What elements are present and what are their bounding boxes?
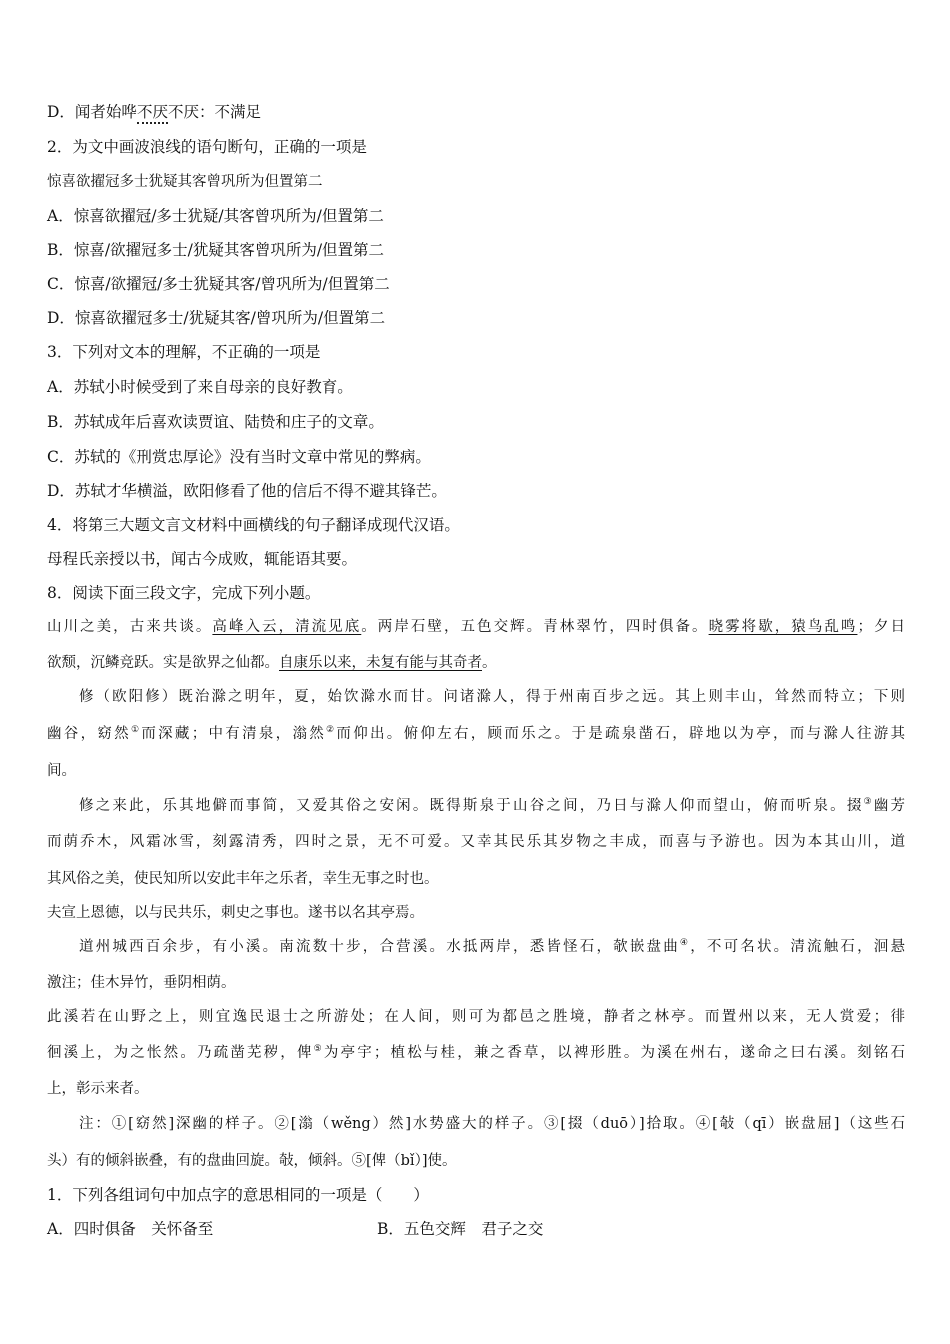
passage4-line4 xyxy=(47,1043,905,1063)
passage2-line2 xyxy=(47,724,905,744)
q3-option-d: D．苏轼才华横溢，欧阳修看了他的信后不得不避其锋芒。 xyxy=(47,482,447,500)
passage1-line1 xyxy=(47,617,905,637)
text-run: 幽谷，窈然 xyxy=(47,726,131,742)
footnote-marker: ① xyxy=(130,725,142,736)
q4-stem: 4．将第三大题文言文材料中画横线的句子翻译成现代汉语。 xyxy=(47,516,460,534)
passage4-line3: 此溪若在山野之上，则宜逸民退士之所游处；在人间，则可为都邑之胜境，静者之林亭。而置州以来，无人赏爱；徘 xyxy=(47,1009,905,1025)
underlined-sentence: 高峰入云，清流见底 xyxy=(212,619,362,635)
q1-option-d-dotted: 不厌 xyxy=(137,103,168,124)
sub1-option-b: B．五色交辉 君子之交 xyxy=(377,1220,544,1238)
text-run: 而仰出。俯仰左右，顾而乐之。于是疏泉凿石，辟地以为亭，而与滁人往游其 xyxy=(336,726,906,742)
q4-sentence: 母程氏亲授以书，闻古今成败，辄能语其要。 xyxy=(47,550,358,568)
passage3-line3: 其风俗之美，使民知所以安此丰年之乐者，幸生无事之时也。 xyxy=(47,871,439,887)
q3-stem: 3．下列对文本的理解，不正确的一项是 xyxy=(47,343,321,361)
q2-option-a: A．惊喜欲擢冠/多士犹疑/其客曾巩所为/但置第二 xyxy=(47,207,384,225)
text-run: 修之来此，乐其地僻而事简，又爱其俗之安闲。既得斯泉于山谷之间，乃日与滁人仰而望山，俯而听泉。掇 xyxy=(79,798,864,814)
q1-option-d xyxy=(47,102,905,122)
q1-option-d-gloss: 不厌：不满足 xyxy=(167,103,261,121)
notes-line2: 头）有的倾斜嵌叠，有的盘曲回旋。敧，倾斜。⑤[俾（bǐ）]使。 xyxy=(47,1153,457,1169)
underlined-sentence: 晓雾将歇，猿鸟乱鸣 xyxy=(708,619,858,635)
footnote-marker: ④ xyxy=(679,938,691,949)
text-run: ；夕日 xyxy=(857,619,906,635)
q8-stem: 8．阅读下面三段文字，完成下列小题。 xyxy=(47,584,321,602)
sub1-stem: 1．下列各组词句中加点字的意思相同的一项是（ ） xyxy=(47,1186,429,1204)
notes-line1: 注：①[窈然]深幽的样子。②[滃（wěng）然]水势盛大的样子。③[掇（duō）]拾取。④[敧（qī）嵌盘屈]（这些石 xyxy=(79,1116,905,1132)
underlined-sentence: 自康乐以来，未复有能与其奇者 xyxy=(279,655,482,671)
text-run: 欲颓，沉鳞竞跃。实是欲界之仙都。 xyxy=(47,655,279,671)
text-run: 。两岸石壁，五色交辉。青林翠竹，四时俱备。 xyxy=(361,619,709,635)
passage2-line1: 修（欧阳修）既治滁之明年，夏，始饮滁水而甘。问诸滁人，得于州南百步之远。其上则丰山，耸然而特立；下则 xyxy=(79,689,905,705)
q3-option-a: A．苏轼小时候受到了来自母亲的良好教育。 xyxy=(47,378,353,396)
passage3-line2: 而荫乔木，风霜冰雪，刻露清秀，四时之景，无不可爱。又幸其民乐其岁物之丰成，而喜与予游也。因为本其山川，道 xyxy=(47,834,905,850)
passage4-line1 xyxy=(79,937,905,957)
footnote-marker: ⑤ xyxy=(313,1044,324,1055)
footnote-marker: ② xyxy=(326,725,337,736)
text-run: 幽芳 xyxy=(873,798,906,814)
q3-option-c: C．苏轼的《刑赏忠厚论》没有当时文章中常见的弊病。 xyxy=(47,448,431,466)
passage2-line3: 间。 xyxy=(47,763,76,779)
text-run: ，不可名状。清流触石，洄悬 xyxy=(690,939,905,955)
text-run: 道州城西百余步，有小溪。南流数十步，合营溪。水抵两岸，悉皆怪石，欹嵌盘曲 xyxy=(79,939,680,955)
q2-option-c: C．惊喜/欲擢冠/多士犹疑其客/曾巩所为/但置第二 xyxy=(47,275,390,293)
passage4-line2: 激注；佳木异竹，垂阴相荫。 xyxy=(47,975,236,991)
text-run: 而深藏；中有清泉，滃然 xyxy=(141,726,327,742)
text-run: 。 xyxy=(482,655,497,671)
q2-source: 惊喜欲擢冠多士犹疑其客曾巩所为但置第二 xyxy=(47,174,323,190)
q1-option-d-prefix: D．闻者始哗 xyxy=(47,103,137,121)
q2-option-b: B．惊喜/欲擢冠多士/犹疑其客曾巩所为/但置第二 xyxy=(47,241,385,259)
sub1-option-a: A．四时俱备 关怀备至 xyxy=(47,1220,214,1238)
passage1-line2 xyxy=(47,653,905,673)
text-run: 徊溪上，为之怅然。乃疏凿芜秽，俾 xyxy=(47,1045,314,1061)
passage3-line4: 夫宣上恩德，以与民共乐，刺史之事也。遂书以名其亭焉。 xyxy=(47,905,424,921)
footnote-marker: ③ xyxy=(863,797,874,808)
passage3-line1 xyxy=(79,796,905,816)
q2-stem: 2．为文中画波浪线的语句断句，正确的一项是 xyxy=(47,138,367,156)
text-run: 为亭宇；植松与桂，兼之香草，以裨形胜。为溪在州右，遂命之曰右溪。刻铭石 xyxy=(323,1045,905,1061)
text-run: 山川之美，古来共谈。 xyxy=(47,619,213,635)
q3-option-b: B．苏轼成年后喜欢读贾谊、陆贽和庄子的文章。 xyxy=(47,413,384,431)
q2-option-d: D．惊喜欲擢冠多士/犹疑其客/曾巩所为/但置第二 xyxy=(47,309,386,327)
passage4-line5: 上，彰示来者。 xyxy=(47,1081,149,1097)
